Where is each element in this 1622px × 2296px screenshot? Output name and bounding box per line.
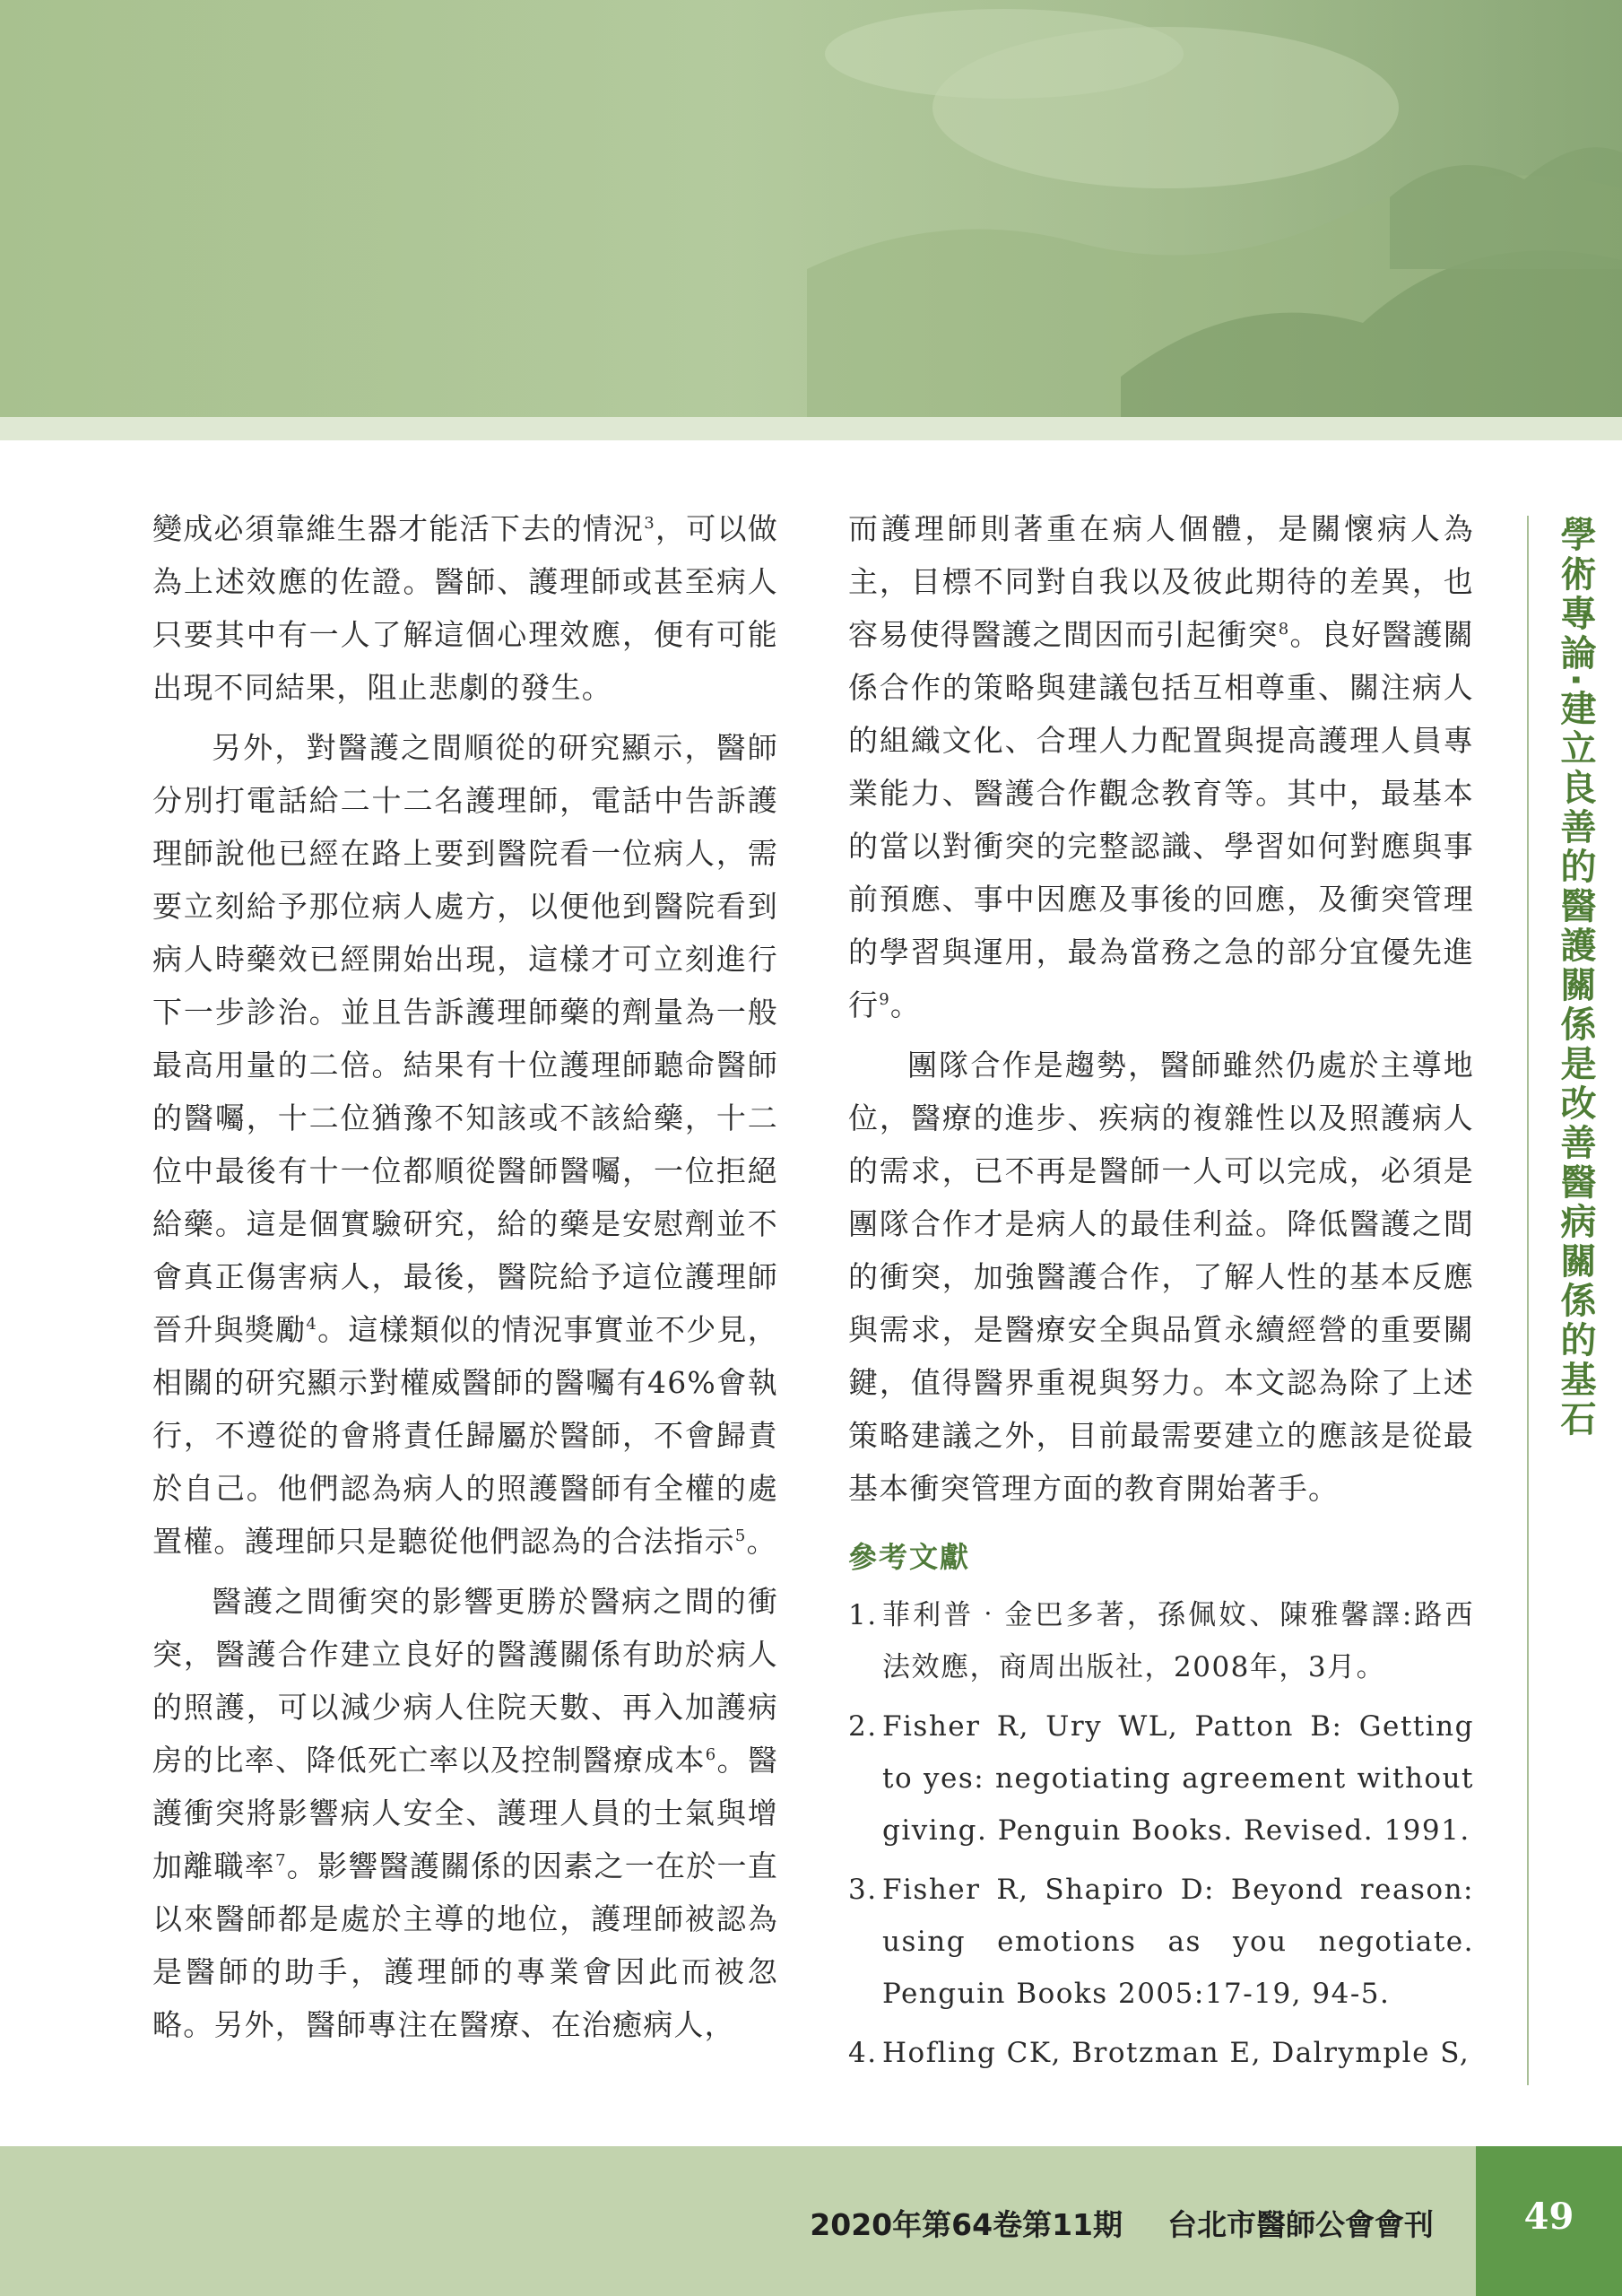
page-number-box [1476,2146,1622,2296]
reference-item: 1. 菲利普‧金巴多著，孫佩妏、陳雅馨譯:路西法效應，商周出版社，2008年，3月。 [848,1599,1474,1683]
body-paragraph: 醫護之間衝突的影響更勝於醫病之間的衝突，醫護合作建立良好的醫護關係有助於病人的照護，可以減少病人住院天數、再入加護病房的比率、降低死亡率以及控制醫療成本$^6$。醫護衝突將影響病人安全、護理人員的士氣與增加離職率$^7$。影響醫護關係的因素之一在於一直以來醫師都是處於主導的地位，護理師被認為是醫師的助手，護理師的專業會因此而被忽略。另外，醫師專注在醫療、在治癒病人， [152,1584,778,2042]
header-banner [0,0,1622,417]
references-heading: 參考文獻 [848,1540,971,1574]
page-number: 49 [1523,2196,1574,2238]
reference-item: 3. Fisher R, Shapiro D: Beyond reason: using emotions as you negotiate. Penguin Books 2005:17-19, 94-5. [848,1874,1474,2010]
reference-item: 4. Hofling CK, Brotzman E, Dalrymple S, [848,2037,1470,2069]
body-paragraph: 而護理師則著重在病人個體，是關懷病人為主，目標不同對自我以及彼此期待的差異，也容易使得醫護之間因而引起衝突$^8$。良好醫護關係合作的策略與建議包括互相尊重、關注病人的組織文化、合理人力配置與提高護理人員專業能力、醫護合作觀念教育等。其中，最基本的當以對衝突的完整認識、學習如何對應與事前預應、事中因應及事後的回應，及衝突管理的學習與運用，最為當務之急的部分宜優先進行$^9$。 [848,511,1474,1022]
left-column [152,502,778,2058]
body-paragraph: 另外，對醫護之間順從的研究顯示，醫師分別打電話給二十二名護理師，電話中告訴護理師說他已經在路上要到醫院看一位病人，需要立刻給予那位病人處方，以便他到醫院看到病人時藥效已經開始出現，這樣才可立刻進行下一步診治。並且告訴護理師藥的劑量為一般最高用量的二倍。結果有十位護理師聽命醫師的醫囑，十二位猶豫不知該或不該給藥，十二位中最後有十一位都順從醫師醫囑，一位拒絕給藥。這是個實驗研究，給的藥是安慰劑並不會真正傷害病人，最後，醫院給予這位護理師晉升與獎勵$^4$。這樣類似的情況事實並不少見，相關的研究顯示對權威醫師的醫囑有46%會執行，不遵從的會將責任歸屬於醫師，不會歸責於自己。他們認為病人的照護醫師有全權的處置權。護理師只是聽從他們認為的合法指示$^5$。 [152,730,779,1559]
header-strip [0,417,1622,440]
divider-line [1527,516,1529,2085]
right-column [848,502,1474,2086]
section-side-title: 學術專論‧建立良善的醫護關係是改善醫病關係的基石 [1555,516,1596,1439]
issue-label: 2020年第64卷第11期 [810,2207,1123,2242]
body-paragraph: 團隊合作是趨勢，醫師雖然仍處於主導地位，醫療的進步、疾病的複雜性以及照護病人的需求，已不再是醫師一人可以完成，必須是團隊合作才是病人的最佳利益。降低醫護之間的衝突，加強醫護合作，了解人性的基本反應與需求，是醫療安全與品質永續經營的重要關鍵，值得醫界重視與努力。本文認為除了上述策略建議之外，目前最需要建立的應該是從最基本衝突管理方面的教育開始著手。 [848,1048,1474,1506]
footer-info [810,2202,1434,2244]
reference-item: 2. Fisher R, Ury WL, Patton B: Getting to yes: negotiating agreement without giving. Penguin Books. Revised. 1991. [848,1710,1474,1847]
references-list [848,1589,1474,2079]
body-paragraph: 變成必須靠維生器才能活下去的情況$^3$，可以做為上述效應的佐證。醫師、護理師或甚至病人只要其中有一人了解這個心理效應，便有可能出現不同結果，阻止悲劇的發生。 [152,511,778,705]
landscape-illustration [0,0,1622,417]
journal-name: 台北市醫師公會會刊 [1167,2207,1434,2242]
